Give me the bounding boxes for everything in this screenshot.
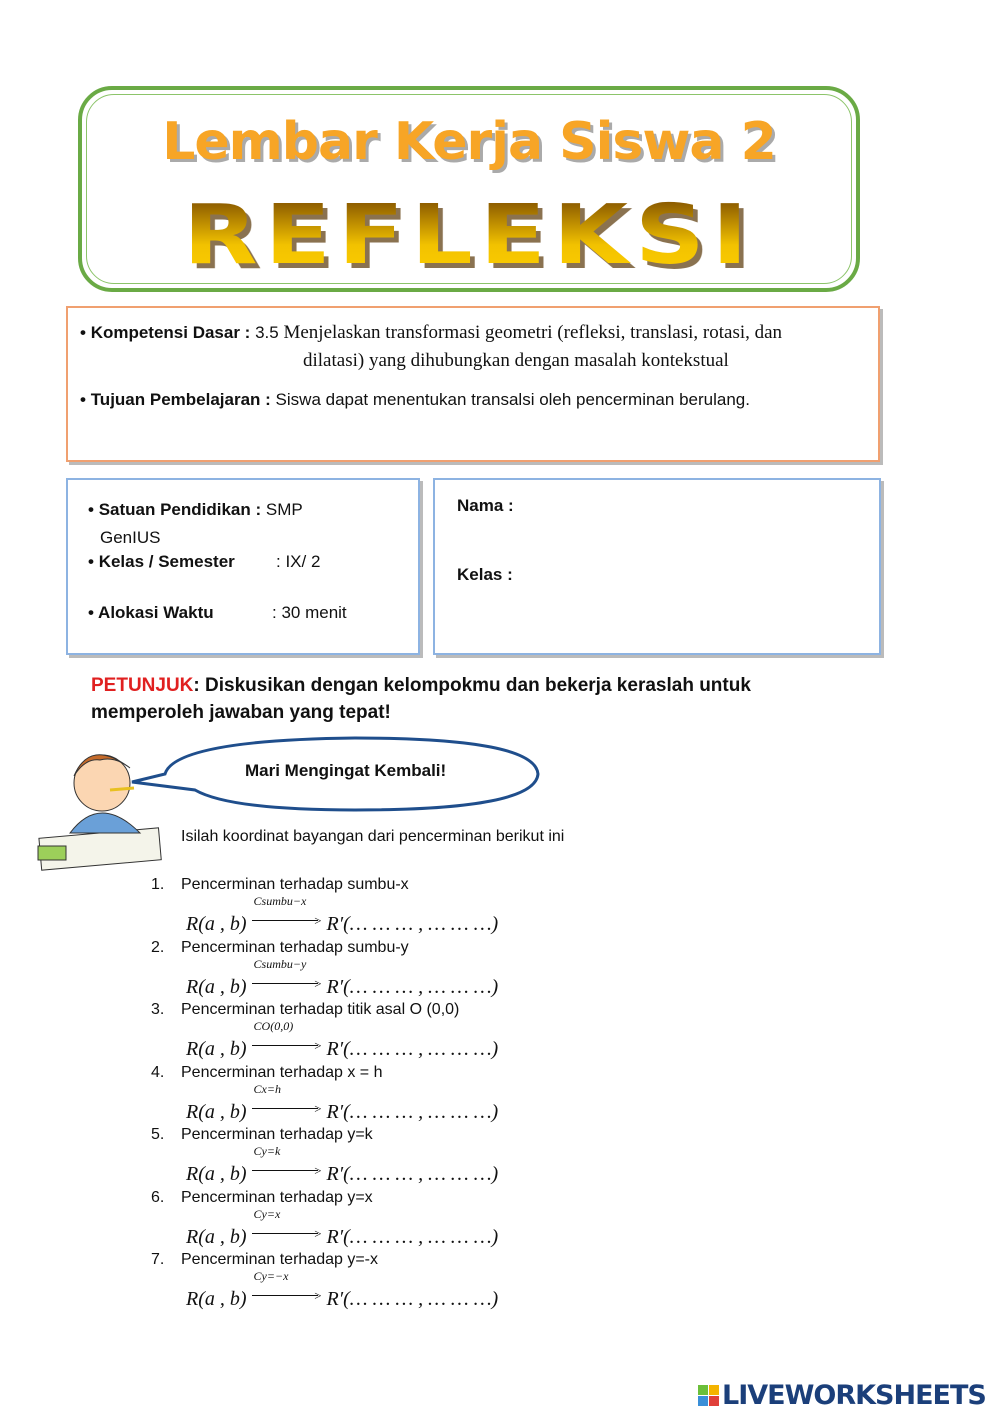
list-item-number: 5.	[151, 1126, 165, 1143]
liveworksheets-logo	[698, 1380, 986, 1411]
image-point-blank[interactable]: R′(… … … , … … …)	[326, 913, 499, 935]
list-item-label: Pencerminan terhadap sumbu-x	[181, 876, 409, 893]
reflection-formula	[186, 1144, 499, 1186]
mapping-arrow: Cy=x >	[253, 1206, 322, 1241]
original-point: R(a , b)	[186, 975, 247, 998]
worksheet-title: REFLEKSI	[12, 188, 925, 283]
school-info-box	[66, 478, 420, 655]
alokasi-label: • Alokasi Waktu	[88, 603, 214, 622]
kelas-value: : IX/ 2	[276, 552, 321, 571]
original-point: R(a , b)	[186, 1038, 247, 1060]
list-item-label: Pencerminan terhadap sumbu-y	[181, 938, 409, 956]
satuan-value-2: GenIUS	[100, 528, 161, 547]
reflection-formula	[186, 956, 499, 999]
image-point-blank[interactable]: R′(… … … , … … …)	[326, 1225, 499, 1248]
alokasi-value: : 30 menit	[272, 603, 347, 622]
kd-text-2: dilatasi) yang dihubungkan dengan masalah kontekstual	[303, 350, 729, 371]
list-item-number: 2.	[151, 938, 165, 956]
task-intro: Isilah koordinat bayangan dari pencerminan berikut ini	[181, 828, 565, 845]
nama-label: Nama :	[457, 496, 514, 515]
title-banner	[78, 86, 860, 292]
bubble-text: Mari Mengingat Kembali!	[245, 761, 447, 780]
kd-number: 3.5	[255, 323, 279, 342]
original-point: R(a , b)	[186, 1100, 247, 1123]
list-item-label: Pencerminan terhadap y=k	[181, 1126, 373, 1143]
list-item-label: Pencerminan terhadap y=x	[181, 1188, 373, 1206]
mapping-arrow: Csumbu−y >	[253, 956, 322, 991]
list-item-label: Pencerminan terhadap titik asal O (0,0)	[181, 1001, 460, 1018]
tp-text: Siswa dapat menentukan transalsi oleh pencerminan berulang.	[275, 390, 750, 409]
reflection-formula	[186, 1019, 499, 1061]
satuan-label: • Satuan Pendidikan :	[88, 500, 262, 519]
tp-label: • Tujuan Pembelajaran :	[80, 390, 271, 409]
list-item-number: 1.	[151, 876, 165, 893]
image-point-blank[interactable]: R′(… … … , … … …)	[326, 1100, 499, 1123]
kelas-student-label: Kelas :	[457, 565, 513, 584]
instructions: PETUNJUK: Diskusikan dengan kelompokmu dan bekerja keraslah untuk memperoleh jawaban yang tepat!	[91, 675, 751, 723]
reflection-subscript: Csumbu−y	[253, 956, 307, 971]
satuan-value: SMP	[265, 500, 303, 519]
list-item-number: 4.	[151, 1063, 165, 1081]
reflection-subscript: Cy=x	[253, 1206, 281, 1221]
mapping-arrow: Csumbu−x >	[253, 894, 322, 928]
mapping-arrow: CO(0,0) >	[253, 1019, 322, 1053]
reflection-formula	[186, 1206, 499, 1249]
brand-name: LIVEWORKSHEETS	[722, 1380, 986, 1411]
list-item-number: 7.	[151, 1251, 165, 1268]
list-item-number: 6.	[151, 1188, 165, 1206]
original-point: R(a , b)	[186, 913, 247, 935]
image-point-blank[interactable]: R′(… … … , … … …)	[326, 1288, 499, 1310]
list-item-label: Pencerminan terhadap x = h	[181, 1063, 383, 1081]
reflection-subscript: Csumbu−x	[253, 894, 307, 908]
reflection-subscript: Cy=−x	[253, 1269, 289, 1283]
mapping-arrow: Cy=−x >	[253, 1269, 322, 1303]
reflection-formula	[186, 1269, 499, 1311]
reflection-subscript: Cx=h	[253, 1081, 281, 1096]
list-item-number: 3.	[151, 1001, 165, 1018]
reflection-formula	[186, 894, 499, 936]
reflection-formula	[186, 1081, 499, 1124]
image-point-blank[interactable]: R′(… … … , … … …)	[326, 1163, 499, 1185]
original-point: R(a , b)	[186, 1163, 247, 1185]
kd-text: Menjelaskan transformasi geometri (refleksi, translasi, rotasi, dan	[283, 322, 783, 343]
competency-box	[66, 306, 880, 462]
worksheet-subtitle: Lembar Kerja Siswa 2	[162, 112, 776, 172]
original-point: R(a , b)	[186, 1225, 247, 1248]
list-item-label: Pencerminan terhadap y=-x	[181, 1251, 378, 1268]
reflection-subscript: CO(0,0)	[253, 1019, 294, 1033]
kd-label: • Kompetensi Dasar :	[80, 323, 251, 342]
mapping-arrow: Cy=k >	[253, 1144, 322, 1178]
reflection-subscript: Cy=k	[253, 1144, 281, 1158]
image-point-blank[interactable]: R′(… … … , … … …)	[326, 975, 499, 998]
student-info-box	[433, 478, 881, 655]
mapping-arrow: Cx=h >	[253, 1081, 322, 1116]
image-point-blank[interactable]: R′(… … … , … … …)	[326, 1038, 499, 1060]
original-point: R(a , b)	[186, 1288, 247, 1310]
kelas-label: • Kelas / Semester	[88, 552, 235, 571]
live-logo-icon	[698, 1385, 719, 1406]
